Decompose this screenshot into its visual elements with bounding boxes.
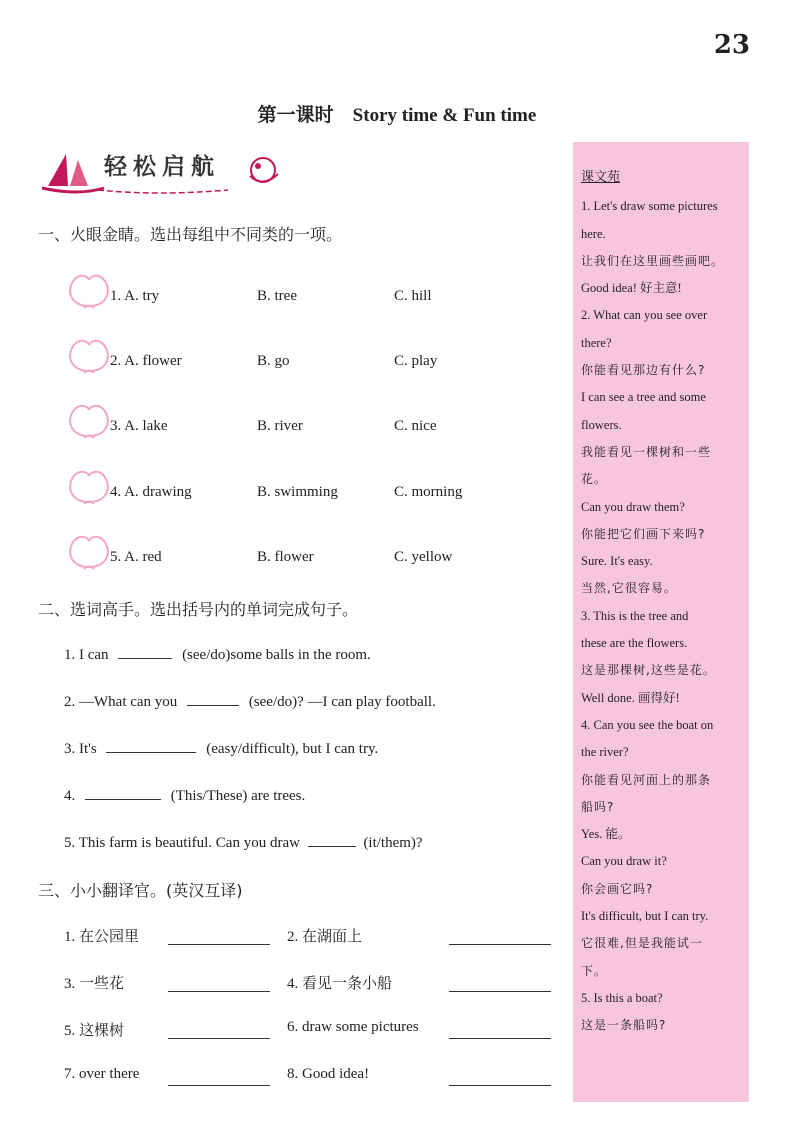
sidebar-line: 花。 xyxy=(581,472,608,487)
s1-q3-a: 3. A. lake xyxy=(110,418,168,434)
sidebar-line: 下。 xyxy=(581,963,608,978)
s2-sentence-5: 5. This farm is beautiful. Can you draw (it/them)? xyxy=(64,832,423,852)
s1-q4-b: B. swimming xyxy=(257,484,338,500)
s2-sentence-4: 4. (This/These) are trees. xyxy=(64,785,305,805)
sidebar-line: 你能看见河面上的那条 xyxy=(581,772,712,787)
section1-heading: 一、火眼金睛。选出每组中不同类的一项。 xyxy=(38,225,343,244)
sidebar-line: 3. This is the tree and xyxy=(581,608,689,623)
answer-blank[interactable] xyxy=(85,785,161,800)
s1-q1-b: B. tree xyxy=(257,288,297,304)
sidebar-line: 1. Let's draw some pictures xyxy=(581,199,718,214)
answer-blank[interactable] xyxy=(118,644,172,659)
s1-q2-b: B. go xyxy=(257,353,290,369)
sidebar-line: 它很难,但是我能试一 xyxy=(581,936,703,951)
sidebar-title: 课文苑 xyxy=(581,170,621,185)
answer-blank[interactable] xyxy=(106,738,196,753)
sidebar-line: 这是那棵树,这些是花。 xyxy=(581,663,716,678)
s1-q5-b: B. flower xyxy=(257,549,314,565)
s2-sentence-2: 2. —What can you (see/do)? —I can play football. xyxy=(64,691,436,711)
peach-answer-icon xyxy=(64,531,114,571)
s1-q3-c: C. nice xyxy=(394,418,437,434)
sidebar-line: Can you draw them? xyxy=(581,499,685,514)
s1-q2-c: C. play xyxy=(394,353,438,369)
s1-q1-c: C. hill xyxy=(394,288,432,304)
sidebar-line: Yes. 能。 xyxy=(581,827,631,842)
s1-q5-a: 5. A. red xyxy=(110,549,162,565)
sidebar-line: 你能把它们画下来吗? xyxy=(581,526,706,541)
sidebar-line: Sure. It's easy. xyxy=(581,554,653,569)
s3-item-4: 4. 看见一条小船 xyxy=(287,976,393,992)
s1-q1-a: 1. A. try xyxy=(110,288,160,304)
sidebar-line: 5. Is this a boat? xyxy=(581,990,663,1005)
page-number: 23 xyxy=(713,30,750,60)
sidebar-line: 这是一条船吗? xyxy=(581,1018,667,1033)
sidebar-line: 让我们在这里画些画吧。 xyxy=(581,253,725,268)
s3-item-6: 6. draw some pictures xyxy=(287,1019,419,1035)
sidebar-line: the river? xyxy=(581,745,629,760)
answer-line[interactable] xyxy=(449,1037,551,1039)
answer-line[interactable] xyxy=(168,990,270,992)
s3-item-8: 8. Good idea! xyxy=(287,1066,370,1082)
answer-line[interactable] xyxy=(168,943,270,945)
s1-q2-a: 2. A. flower xyxy=(110,353,182,369)
sidebar-line: 我能看见一棵树和一些 xyxy=(581,444,712,459)
lesson-title: 第一课时 Story time & Fun time xyxy=(257,105,537,126)
sidebar-line: here. xyxy=(581,226,606,241)
sidebar-line: there? xyxy=(581,335,612,350)
s3-item-5: 5. 这棵树 xyxy=(64,1023,125,1039)
peach-answer-icon xyxy=(64,270,114,310)
s1-q5-c: C. yellow xyxy=(394,549,453,565)
text-garden-sidebar xyxy=(573,142,749,1102)
s3-item-1: 1. 在公园里 xyxy=(64,929,140,945)
answer-line[interactable] xyxy=(168,1084,270,1086)
sidebar-line: 4. Can you see the boat on xyxy=(581,717,714,732)
sidebar-line: these are the flowers. xyxy=(581,636,688,651)
sidebar-line: Can you draw it? xyxy=(581,854,667,869)
sidebar-line: 你会画它吗? xyxy=(581,881,654,896)
answer-blank[interactable] xyxy=(308,832,356,847)
s3-item-7: 7. over there xyxy=(64,1066,140,1082)
s2-sentence-3: 3. It's (easy/difficult), but I can try. xyxy=(64,738,378,758)
section3-heading: 三、小小翻译官。(英汉互译) xyxy=(38,881,243,900)
s1-q3-b: B. river xyxy=(257,418,303,434)
sidebar-line: 当然,它很容易。 xyxy=(581,581,677,596)
answer-line[interactable] xyxy=(449,1084,551,1086)
s3-item-3: 3. 一些花 xyxy=(64,976,125,992)
banner-title: 轻松启航 xyxy=(104,154,220,180)
sidebar-content xyxy=(581,164,741,1040)
s1-q4-c: C. morning xyxy=(394,484,463,500)
answer-line[interactable] xyxy=(168,1037,270,1039)
sidebar-line: Well done. 画得好! xyxy=(581,690,680,705)
sidebar-line: I can see a tree and some xyxy=(581,390,706,405)
answer-line[interactable] xyxy=(449,990,551,992)
peach-answer-icon xyxy=(64,335,114,375)
s3-item-2: 2. 在湖面上 xyxy=(287,929,363,945)
s1-q4-a: 4. A. drawing xyxy=(110,484,192,500)
sidebar-line: 船吗? xyxy=(581,799,615,814)
sidebar-line: flowers. xyxy=(581,417,622,432)
sidebar-line: It's difficult, but I can try. xyxy=(581,909,709,924)
section2-heading: 二、选词高手。选出括号内的单词完成句子。 xyxy=(38,600,359,619)
sidebar-line: Good idea! 好主意! xyxy=(581,281,682,296)
peach-answer-icon xyxy=(64,466,114,506)
sidebar-line: 2. What can you see over xyxy=(581,308,708,323)
peach-answer-icon xyxy=(64,400,114,440)
sidebar-line: 你能看见那边有什么? xyxy=(581,363,706,378)
answer-line[interactable] xyxy=(449,943,551,945)
answer-blank[interactable] xyxy=(187,691,239,706)
s2-sentence-1: 1. I can (see/do)some balls in the room. xyxy=(64,644,371,664)
